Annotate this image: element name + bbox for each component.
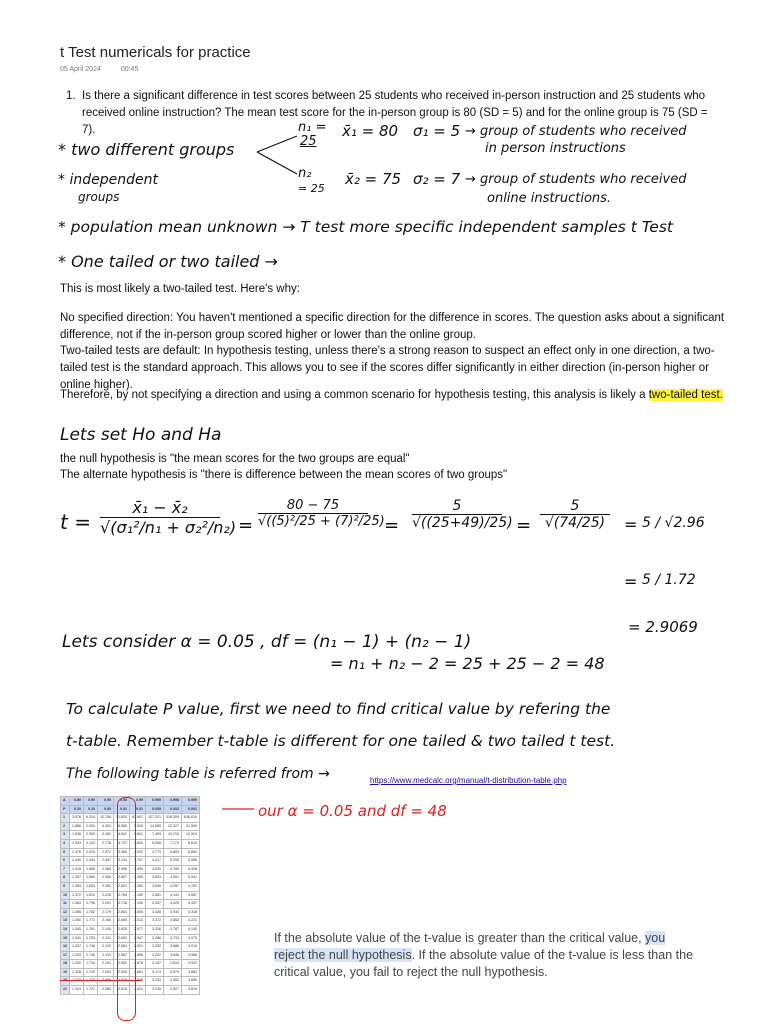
table-cell: 1.328 [70,968,84,977]
table-cell: 3.222 [146,951,164,960]
table-df-cell: P [61,805,70,814]
table-cell: 3.646 [164,951,182,960]
table-cell: 2.353 [84,831,98,840]
table-cell: 14.089 [146,822,164,831]
table-cell: 0.20 [70,805,84,814]
table-cell: 4.032 [130,848,146,857]
table-cell: 4.297 [164,882,182,891]
table-cell: 1.746 [84,943,98,952]
formula-eq2: = [384,515,400,536]
table-cell: 9.925 [130,822,146,831]
explain-p2: No specified direction: You haven't mentioned a specific direction for the difference in scores. The question asks about a significant difference, not if the in-person group scored higher or lower than the online group. [60,312,725,341]
table-cell: 0.90 [84,797,98,806]
table-cell: 2.764 [114,891,130,900]
table-cell: 2.831 [130,986,146,995]
formula-eq1: = [238,515,254,536]
hw-g2-line1: → group of students who received [465,172,687,187]
hw-x1: x̄₁ = 80 [342,122,399,140]
note-highlight: you reject the null hypothesis [274,931,666,962]
formula-step6: 5 / 1.72 [642,572,696,588]
table-cell: 2.584 [114,943,130,952]
hw-n1: n₁ = [298,120,327,135]
table-cell: 2.228 [98,891,114,900]
table-cell: 3.355 [130,874,146,883]
table-cell: 7.453 [146,831,164,840]
table-cell: 1.363 [70,900,84,909]
table-df-cell: 8 [61,874,70,883]
table-cell: 4.604 [130,839,146,848]
formula-num1: x̄₁ − x̄₂ [132,498,188,517]
table-cell: 1.860 [84,874,98,883]
two-tailed-highlight: two-tailed test. [648,389,723,401]
page-title: t Test numericals for practice [60,44,251,61]
brace-lines [255,130,300,190]
table-cell: 0.005 [146,805,164,814]
table-cell: 2.131 [98,934,114,943]
table-cell: 3.286 [146,934,164,943]
table-df-cell: 4 [61,839,70,848]
table-cell: 3.012 [130,917,146,926]
hw-n1-val: 25 [300,134,317,149]
table-df-cell: 19 [61,968,70,977]
table-cell: 1.356 [70,908,84,917]
hw-population: * population mean unknown → T test more specific independent samples t Test [58,218,673,236]
table-cell: 1.325 [70,977,84,986]
table-cell: 6.869 [182,848,200,857]
table-cell: 2.080 [98,986,114,995]
table-cell: 3.552 [164,977,182,986]
table-cell: 3.153 [146,977,164,986]
table-cell: 1.330 [70,960,84,969]
table-cell: 4.587 [182,891,200,900]
table-df-cell: 14 [61,925,70,934]
table-cell: 3.733 [164,934,182,943]
table-cell: 2.262 [98,882,114,891]
table-cell: 5.893 [164,848,182,857]
table-cell: 2.145 [98,925,114,934]
table-cell: 3.182 [98,831,114,840]
table-cell: 2.447 [98,857,114,866]
hw-s2: σ₂ = 7 [413,170,461,188]
table-cell: 3.922 [182,960,200,969]
table-cell: 8.610 [182,839,200,848]
hw-calc1: To calculate P value, first we need to find critical value by refering the [66,700,611,718]
table-cell: 1.533 [70,839,84,848]
table-cell: 3.787 [164,925,182,934]
table-df-cell: 18 [61,960,70,969]
formula-den3: √((25+49)/25) [412,515,513,531]
table-cell: 2.552 [114,960,130,969]
hw-ours: our α = 0.05 and df = 48 [258,802,447,820]
table-cell: 0.02 [114,805,130,814]
page-time: 00:45 [120,66,139,73]
reject-rule-note [274,930,694,981]
hw-df-line2: = n₁ + n₂ − 2 = 25 + 25 − 2 = 48 [330,654,605,673]
hw-df-line1: Lets consider α = 0.05 , df = (n₁ − 1) + (n₂ − 1) [62,632,472,652]
table-cell: 4.318 [182,908,200,917]
table-cell: 2.977 [130,925,146,934]
table-cell: 4.437 [182,900,200,909]
hw-calc2: t-table. Remember t-table is different for one tailed & two tailed t test. [66,732,616,750]
table-cell: 1.753 [84,934,98,943]
table-cell: 3.106 [130,900,146,909]
table-cell: 2.898 [130,951,146,960]
table-df-cell: 11 [61,900,70,909]
table-cell: 1.638 [70,831,84,840]
table-cell: 2.821 [114,882,130,891]
table-cell: 636.619 [182,814,200,823]
table-cell: 3.610 [164,960,182,969]
table-df-cell: 12 [61,908,70,917]
table-cell: 3.579 [164,968,182,977]
table-cell: 0.10 [84,805,98,814]
table-cell: 3.174 [146,968,164,977]
table-cell: 12.706 [98,814,114,823]
null-hypothesis: the null hypothesis is "the mean scores for the two groups are equal" [60,453,410,465]
table-cell: 1.771 [84,917,98,926]
table-cell: 1.761 [84,925,98,934]
table-cell: 2.845 [130,977,146,986]
page-date: 05 April 2024 [60,66,101,73]
hw-n2: n₂ [298,166,312,181]
table-cell: 1.337 [70,943,84,952]
table-cell: 0.995 [146,797,164,806]
table-cell: 1.833 [84,882,98,891]
table-cell: 2.998 [114,865,130,874]
formula-eq4: = [624,515,638,534]
table-cell: 2.567 [114,951,130,960]
table-cell: 1.372 [70,891,84,900]
table-cell: 5.598 [146,839,164,848]
table-cell: 2.101 [98,960,114,969]
table-cell: 5.841 [130,831,146,840]
table-cell: 3.852 [164,917,182,926]
question-text: Is there a significant difference in test scores between 25 students who received in-person instruction and 25 students who received online instruction? The mean test score for the in-person group is 80 (SD = 5) and for the online group is 75 (SD = 7). [82,90,708,136]
table-cell: 3.497 [146,900,164,909]
table-cell: 63.657 [130,814,146,823]
table-cell: 0.80 [70,797,84,806]
table-cell: 1.782 [84,908,98,917]
table-cell: 2.920 [84,822,98,831]
table-cell: 4.317 [146,857,164,866]
table-df-cell: 13 [61,917,70,926]
formula-eq5: = [624,572,638,591]
table-cell: 2.160 [98,917,114,926]
table-cell: 4.029 [146,865,164,874]
table-cell: 2.201 [98,900,114,909]
hw-n2-val: = 25 [298,182,325,195]
table-cell: 3.930 [164,908,182,917]
table-df-cell: 20 [61,977,70,986]
table-cell: 1.895 [84,865,98,874]
table-df-cell: 2 [61,822,70,831]
table-cell: 4.785 [164,865,182,874]
formula-den1: √(σ₁²/n₁ + σ₂²/n₂) [100,518,237,537]
table-cell: 3.169 [130,891,146,900]
table-cell: 0.999 [182,797,200,806]
table-cell: 3.365 [114,848,130,857]
table-cell: 3.326 [146,925,164,934]
table-cell: 2.306 [98,874,114,883]
table-cell: 22.327 [164,822,182,831]
table-df-cell: 21 [61,986,70,995]
table-cell: 2.625 [114,925,130,934]
table-cell: 0.05 [98,805,114,814]
table-cell: 3.690 [146,882,164,891]
table-cell: 3.250 [130,882,146,891]
table-cell: 0.001 [182,805,200,814]
table-cell: 1.345 [70,925,84,934]
hw-independent: * independent [58,172,158,188]
table-cell: 2.897 [114,874,130,883]
explain-p1: This is most likely a two-tailed test. Here's why: [60,283,300,295]
table-cell: 1.333 [70,951,84,960]
explain-p3: Two-tailed tests are default: In hypothesis testing, unless there's a strong reason to suspect an effect only in one direction, a two-tailed test is the standard approach. This allows you to see if the scores differ significantly in either direction (in-person higher or online higher). [60,345,715,391]
table-df-cell: 5 [61,848,70,857]
table-cell: 4.140 [182,925,200,934]
table-cell: 31.599 [182,822,200,831]
table-cell: 3.819 [182,986,200,995]
table-cell: 4.073 [182,934,200,943]
table-cell: 4.541 [114,831,130,840]
table-df-cell: 6 [61,857,70,866]
table-cell: 4.015 [182,943,200,952]
table-cell: 2.015 [84,848,98,857]
table-cell: 3.527 [164,986,182,995]
table-cell: 2.571 [98,848,114,857]
alt-hypothesis: The alternate hypothesis is "there is difference between the mean scores of two groups" [60,469,508,481]
table-df-cell: 9 [61,882,70,891]
table-cell: 2.602 [114,934,130,943]
table-cell: 3.372 [146,917,164,926]
table-cell: 1.350 [70,917,84,926]
table-cell: 2.120 [98,943,114,952]
table-cell: 5.959 [182,857,200,866]
table-cell: 1.886 [70,822,84,831]
formula-t-eq: t = [60,510,91,534]
table-cell: 3.499 [130,865,146,874]
formula-step5: 5 / √2.96 [642,515,705,531]
table-cell: 0.98 [114,797,130,806]
red-arrow-line [222,806,256,812]
table-df-cell: 1 [61,814,70,823]
table-cell: 2.179 [98,908,114,917]
t-table-link[interactable]: https://www.medcalc.org/manual/t-distribution-table.php [370,776,567,785]
table-cell: 3.135 [146,986,164,995]
table-cell: 2.539 [114,968,130,977]
explain-p4-text: Therefore, by not specifying a direction and using a common scenario for hypothesis testing, this analysis is likely a [60,389,649,401]
table-cell: 1.397 [70,874,84,883]
table-cell: 1.341 [70,934,84,943]
table-cell: 1.729 [84,968,98,977]
table-cell: 5.408 [182,865,200,874]
table-cell: 2.921 [130,943,146,952]
table-cell: 1.721 [84,986,98,995]
table-cell: 6.314 [84,814,98,823]
table-cell: 1.725 [84,977,98,986]
table-cell: 1.812 [84,891,98,900]
table-cell: 0.95 [98,797,114,806]
table-cell: 3.965 [182,951,200,960]
table-cell: 3.143 [114,857,130,866]
formula-num4: 5 [570,498,580,514]
table-cell: 1.415 [70,865,84,874]
explain-p4 [60,387,740,404]
table-cell: 3.252 [146,943,164,952]
formula-frac4 [540,498,610,531]
table-cell: 0.99 [130,797,146,806]
table-cell: 1.943 [84,857,98,866]
table-cell: 2.093 [98,968,114,977]
formula-den2: √((5)²/25 + (7)²/25) [258,514,385,529]
table-cell: 31.820 [114,814,130,823]
table-cell: 2.650 [114,917,130,926]
table-df-cell: 16 [61,943,70,952]
formula-frac2 [258,498,385,529]
page-meta [60,66,156,73]
table-cell: 1.383 [70,882,84,891]
table-cell: 318.309 [164,814,182,823]
table-cell: 3.833 [146,874,164,883]
table-cell: 0.998 [164,797,182,806]
note-text2: . If the absolute value of the t-value is less than the critical value, you fail to reject the null hypothesis. [274,948,694,979]
formula-den4: √(74/25) [540,514,610,531]
table-cell: 2.718 [114,900,130,909]
table-cell: 1.476 [70,848,84,857]
table-cell: 4.303 [98,822,114,831]
table-cell: 5.208 [164,857,182,866]
table-cell: 5.041 [182,874,200,883]
table-cell: 3.197 [146,960,164,969]
formula-frac1 [100,498,237,537]
table-cell: 4.781 [182,882,200,891]
table-df-cell: 15 [61,934,70,943]
table-cell: 0.01 [130,805,146,814]
table-cell: 2.518 [114,986,130,995]
table-cell: 2.110 [98,951,114,960]
table-cell: 3.707 [130,857,146,866]
hw-lets-set: Lets set Ho and Ha [60,425,222,445]
table-cell: 1.734 [84,960,98,969]
hw-g1-line2: in person instructions [485,141,626,156]
table-cell: 1.323 [70,986,84,995]
table-df-cell: 10 [61,891,70,900]
formula-num2: 80 − 75 [286,498,340,513]
table-cell: 3.686 [164,943,182,952]
critical-column-circle [117,797,136,1021]
formula-result: = 2.9069 [628,618,698,636]
formula-eq3: = [516,515,532,536]
table-cell: 3.078 [70,814,84,823]
hw-x2: x̄₂ = 75 [345,170,402,188]
table-cell: 2.776 [98,839,114,848]
formula-frac3 [412,498,513,531]
table-cell: 3.581 [146,891,164,900]
hw-calc3: The following table is referred from → [66,766,330,782]
table-cell: 2.947 [130,934,146,943]
hw-s1: σ₁ = 5 [413,122,461,140]
table-cell: 4.501 [164,874,182,883]
note-text1: If the absolute value of the t-value is greater than the critical value, [274,931,646,945]
table-df-cell: A [61,797,70,806]
table-cell: 2.365 [98,865,114,874]
table-cell: 2.861 [130,968,146,977]
hw-g2-line2: online instructions. [487,191,612,206]
table-cell: 3.883 [182,968,200,977]
critical-row-line [60,980,142,981]
hw-two-groups: * two different groups [58,140,235,159]
table-cell: 2.086 [98,977,114,986]
table-cell: 2.132 [84,839,98,848]
table-cell: 3.055 [130,908,146,917]
table-cell: 7.173 [164,839,182,848]
table-cell: 10.215 [164,831,182,840]
hw-g1-line1: → group of students who received [465,124,687,139]
formula-num3: 5 [452,498,462,514]
table-cell: 4.221 [182,917,200,926]
table-cell: 2.878 [130,960,146,969]
table-cell: 6.965 [114,822,130,831]
table-cell: 127.321 [146,814,164,823]
table-cell: 0.002 [164,805,182,814]
table-df-cell: 7 [61,865,70,874]
table-df-cell: 3 [61,831,70,840]
table-cell: 1.796 [84,900,98,909]
table-cell: 1.440 [70,857,84,866]
table-df-cell: 17 [61,951,70,960]
hw-tailed: * One tailed or two tailed → [58,252,278,271]
table-cell: 3.428 [146,908,164,917]
hw-groups: groups [78,190,120,204]
table-cell: 4.773 [146,848,164,857]
table-cell: 3.747 [114,839,130,848]
table-cell: 12.924 [182,831,200,840]
table-cell: 4.025 [164,900,182,909]
table-cell: 2.681 [114,908,130,917]
table-cell: 4.144 [164,891,182,900]
table-cell: 2.528 [114,977,130,986]
question-number: 1. [66,90,76,102]
table-cell: 1.740 [84,951,98,960]
table-cell: 3.850 [182,977,200,986]
